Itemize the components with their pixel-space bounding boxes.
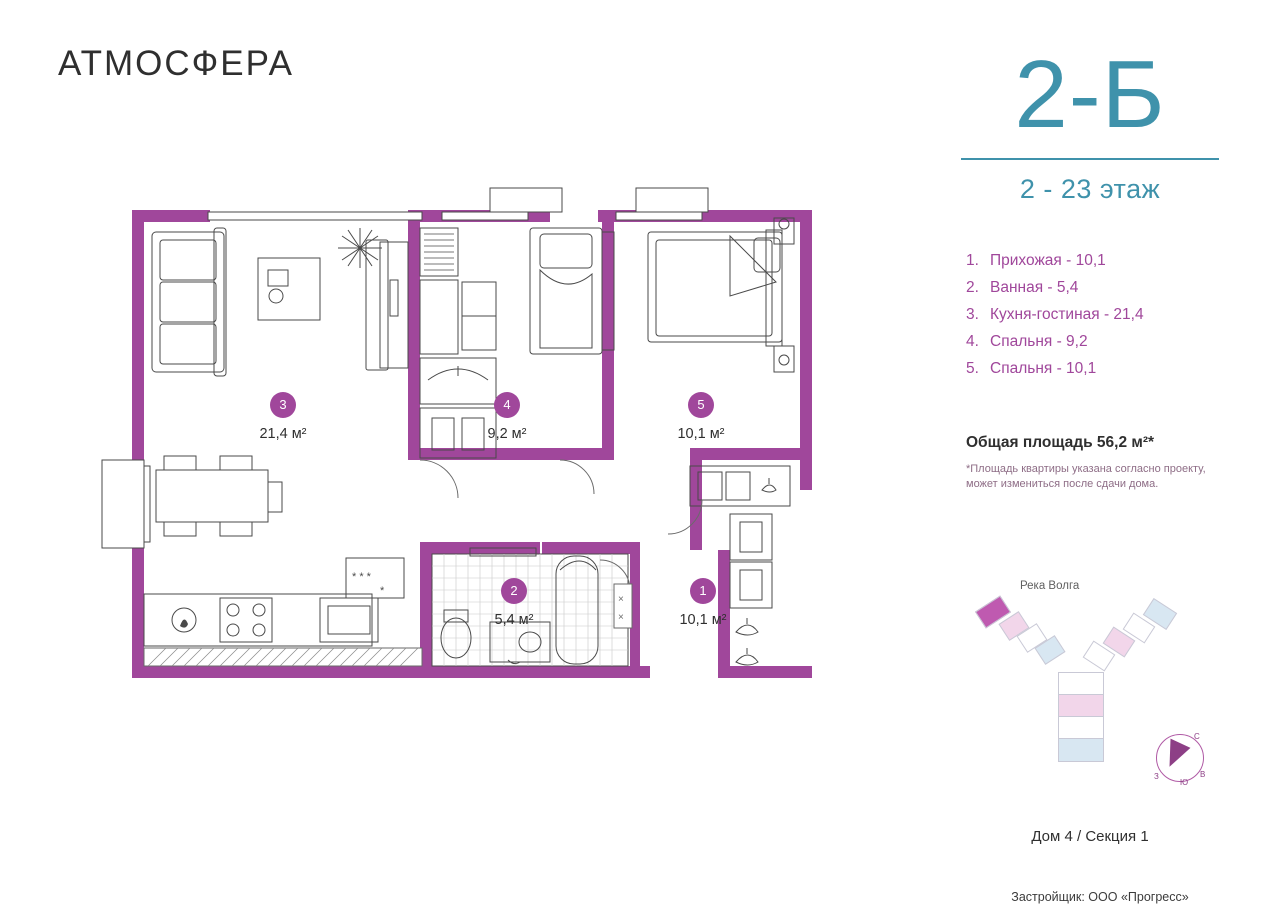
hall-wardrobe <box>690 466 790 665</box>
room-label: Прихожая - 10,1 <box>990 252 1106 269</box>
room-badge-4[interactable]: 4 <box>494 392 520 418</box>
list-item <box>966 355 1250 382</box>
compass-east: В <box>1200 770 1206 779</box>
room-label: Спальня - 9,2 <box>990 333 1088 350</box>
bathroom-fixtures <box>432 548 628 666</box>
compass-west: З <box>1154 772 1159 781</box>
list-item <box>966 274 1250 301</box>
site-block <box>1058 694 1104 718</box>
room-area-5: 10,1 м² <box>677 426 725 442</box>
site-map <box>940 580 1240 904</box>
room-area-3: 21,4 м² <box>259 426 307 442</box>
site-block <box>1058 672 1104 696</box>
floors-range: 2 - 23 этаж <box>1019 174 1161 204</box>
floor-plan <box>90 170 870 730</box>
room-area-4: 9,2 м² <box>487 426 527 442</box>
house-section-label: Дом 4 / Секция 1 <box>1031 828 1149 845</box>
list-item <box>966 247 1250 274</box>
room-area-1: 10,1 м² <box>679 612 727 628</box>
room-badge-2[interactable]: 2 <box>501 578 527 604</box>
room-number: 3. <box>966 306 979 323</box>
room-label: Спальня - 10,1 <box>990 360 1097 377</box>
list-item <box>966 328 1250 355</box>
area-disclaimer: *Площадь квартиры указана согласно проекту, может измениться после сдачи дома. <box>966 463 1206 490</box>
room-badge-1[interactable]: 1 <box>690 578 716 604</box>
compass-south: Ю <box>1180 778 1189 787</box>
bedroom-4-bed <box>530 228 614 354</box>
bedroom-4-furniture <box>380 228 496 458</box>
site-block <box>1058 716 1104 740</box>
site-block <box>1058 738 1104 762</box>
room-label: Ванная - 5,4 <box>990 279 1079 296</box>
bedroom-5-bed <box>648 218 794 372</box>
compass-north: С <box>1194 732 1200 741</box>
developer-label: Застройщик: ООО «Прогресс» <box>1011 890 1189 904</box>
divider <box>961 158 1219 160</box>
list-item <box>966 301 1250 328</box>
room-badge-5[interactable]: 5 <box>688 392 714 418</box>
plan-code: 2-Б <box>1014 41 1166 148</box>
river-label: Река Волга <box>1020 580 1080 592</box>
svg-text:×: × <box>618 594 624 605</box>
room-number: 4. <box>966 333 979 350</box>
svg-text:×: × <box>618 612 624 623</box>
loggia-hatch <box>144 648 422 666</box>
info-panel <box>930 40 1250 904</box>
room-badge-3[interactable]: 3 <box>270 392 296 418</box>
room-number: 5. <box>966 360 979 377</box>
svg-text:*: * <box>380 585 385 597</box>
rooms-list <box>966 247 1250 382</box>
room-area-2: 5,4 м² <box>494 612 534 628</box>
compass-icon <box>1150 728 1210 788</box>
brand-logo: АТМОСФЕРА <box>58 44 294 83</box>
total-area: Общая площадь 56,2 м²* <box>966 434 1155 451</box>
room-number: 1. <box>966 252 979 269</box>
room-label: Кухня-гостиная - 21,4 <box>990 306 1144 323</box>
svg-text:* * *: * * * <box>352 571 371 583</box>
floor-plan-svg <box>90 170 870 730</box>
room-number: 2. <box>966 279 979 296</box>
